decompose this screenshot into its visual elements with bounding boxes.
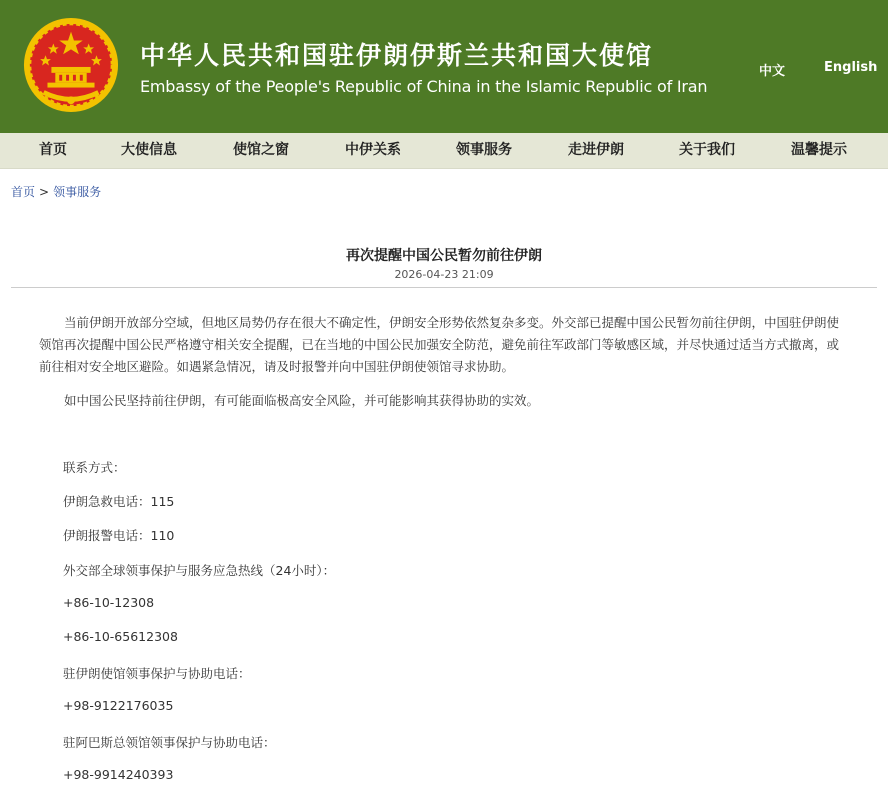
contact-line: 驻阿巴斯总领馆领事保护与协助电话： (63, 735, 276, 750)
contact-line: 外交部全球领事保护与服务应急热线（24小时）： (63, 563, 336, 578)
contact-line: +98-9914240393 (63, 767, 174, 782)
article-date: 2026-04-23 21:09 (394, 268, 494, 281)
nav-item-ambassador[interactable]: 大使信息 (121, 142, 177, 158)
article-body (39, 312, 851, 424)
main-nav (0, 133, 888, 169)
site-title-en: Embassy of the People's Republic of China in the Islamic Republic of Iran (140, 77, 708, 96)
national-emblem-icon (22, 16, 120, 114)
title-divider (11, 287, 877, 288)
contact-line: +86-10-65612308 (63, 629, 178, 644)
contact-line: +98-9122176035 (63, 698, 174, 713)
site-title-cn: 中华人民共和国驻伊朗伊斯兰共和国大使馆 (140, 41, 654, 70)
lang-switch-english[interactable]: English (824, 60, 878, 75)
nav-item-home[interactable]: 首页 (39, 142, 67, 158)
article-title: 再次提醒中国公民暂勿前往伊朗 (346, 248, 542, 264)
lang-switch-chinese[interactable]: 中文 (759, 64, 786, 79)
contact-line: +86-10-12308 (63, 595, 155, 610)
nav-item-consular-services[interactable]: 领事服务 (456, 142, 512, 158)
nav-item-discover-iran[interactable]: 走进伊朗 (568, 142, 624, 158)
article-paragraph: 当前伊朗开放部分空域，但地区局势仍存在很大不确定性，伊朗安全形势依然复杂多变。外交部已提醒中国公民暂勿前往伊朗，中国驻伊朗使领馆再次提醒中国公民严格遵守相关安全提醒，已在当地的中国公民加强安全防范，避免前往军政部门等敏感区域，并尽快通过适当方式撤离，或前往相对安全地区避险。如遇紧急情况，请及时报警并向中国驻伊朗使领馆寻求协助。 (39, 315, 840, 374)
breadcrumb-separator: > (39, 185, 50, 199)
nav-item-tips[interactable]: 温馨提示 (791, 142, 847, 158)
nav-item-about-us[interactable]: 关于我们 (679, 142, 735, 158)
site-header (0, 0, 888, 133)
contact-line: 伊朗急救电话：115 (63, 494, 175, 509)
nav-item-china-iran-relations[interactable]: 中伊关系 (345, 142, 401, 158)
breadcrumb-current-link[interactable]: 领事服务 (53, 185, 102, 199)
breadcrumb-home-link[interactable]: 首页 (11, 185, 36, 199)
contact-heading: 联系方式： (63, 460, 126, 475)
breadcrumb (11, 183, 101, 200)
contact-line: 伊朗报警电话：110 (63, 528, 175, 543)
contact-line: 驻伊朗使馆领事保护与协助电话： (63, 666, 251, 681)
nav-item-embassy-window[interactable]: 使馆之窗 (233, 142, 289, 158)
article-paragraph: 如中国公民坚持前往伊朗，有可能面临极高安全风险，并可能影响其获得协助的实效。 (64, 393, 540, 408)
